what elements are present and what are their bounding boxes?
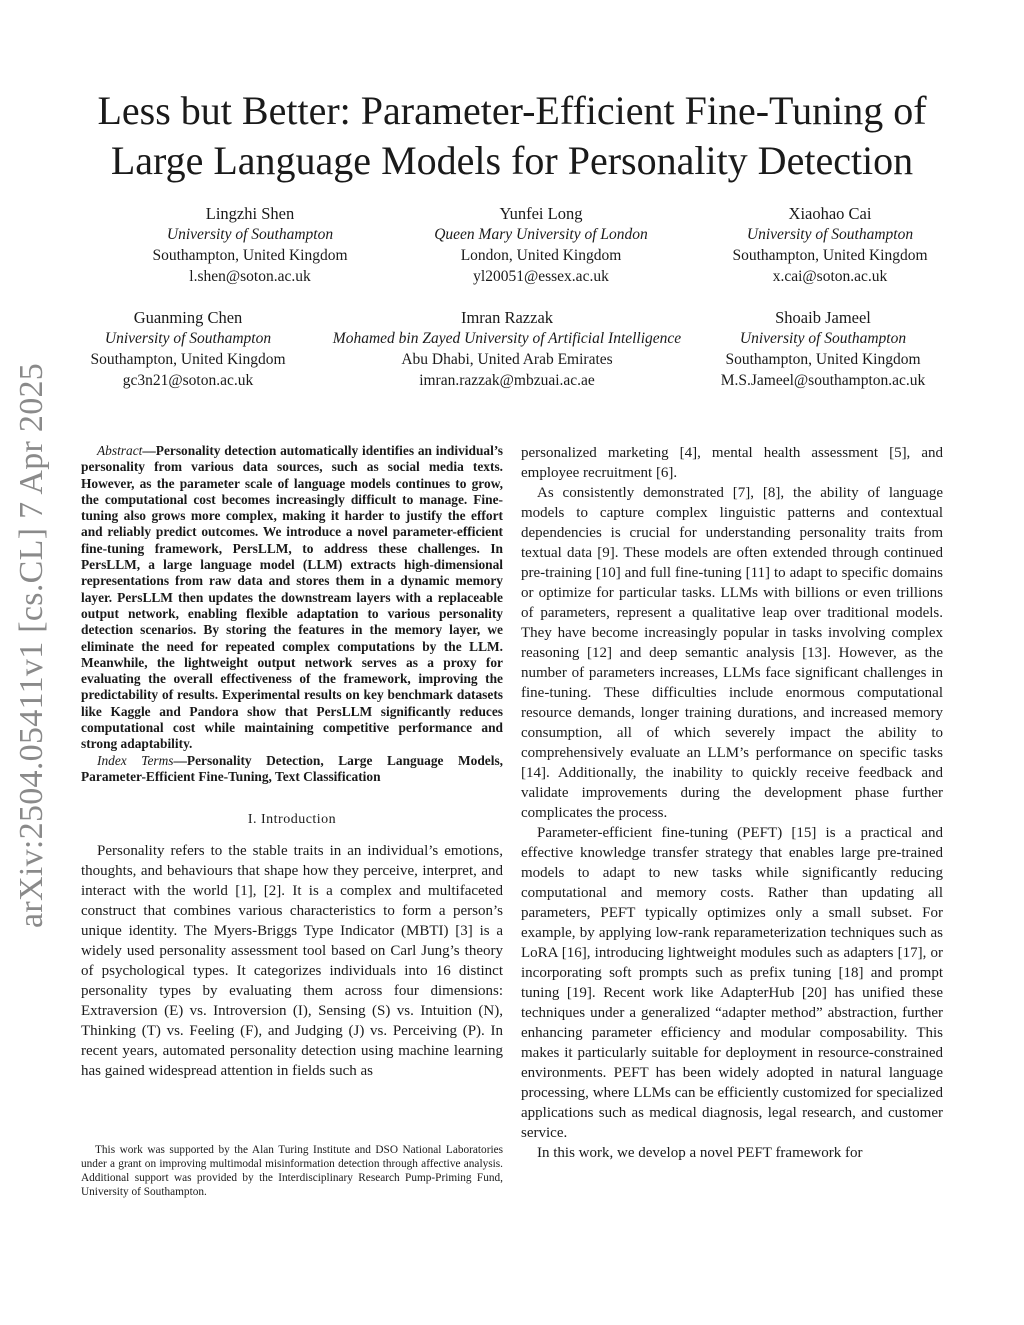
author-name: Guanming Chen bbox=[133, 308, 243, 327]
abstract bbox=[81, 443, 503, 753]
abstract-text: —Personality detection automatically identifies an individual’s personality from various data sources, such as social media texts. However, as the parameter scale of language models continues to grow, the computational cost becomes increasingly difficult to manage. Fine-tuning also grows more complex, making it harder to justify the effort and reliably predict outcomes. We introduce a novel parameter-efficient fine-tuning framework, PersLLM, to address these challenges. In PersLLM, a large language model (LLM) extracts high-dimensional representations from raw data and stores them in a dynamic memory layer. PersLLM then updates the downstream layers with a replaceable output network, enabling flexible adaptation to various personality detection scenarios. By storing the features in the memory layer, we eliminate the need for repeated complex computations by the LLM. Meanwhile, the lightweight output network serves as a proxy for evaluating the overall effectiveness of the framework, improving the predictability of results. Experimental results on key benchmark datasets like Kaggle and Pandora show that PersLLM significantly reduces computational cost while maintaining competitive performance and strong adaptability. bbox=[81, 443, 503, 752]
author-location: London, United Kingdom bbox=[460, 247, 622, 264]
author-email[interactable]: imran.razzak@mbzuai.ac.ae bbox=[419, 372, 595, 389]
author-name: Shoaib Jameel bbox=[775, 308, 871, 327]
author-name: Xiaohao Cai bbox=[788, 204, 872, 223]
author-location: Southampton, United Kingdom bbox=[90, 351, 286, 368]
left-column bbox=[81, 443, 503, 1081]
body-paragraph: As consistently demonstrated [7], [8], the ability of language models to capture complex linguistic patterns and contextual dependencies is crucial for understanding personality traits from textual data [9]. These models are often extended through continued pre-training [10] and full fine-tuning [11] to adapt to specific domains or optimize for particular tasks. LLMs with billions or even trillions of parameters, represent a qualitative leap over traditional models. They have become increasingly popular in tasks involving complex reasoning [12] and deep semantic analysis [13]. However, as the number of parameters increases, LLMs face significant challenges in fine-tuning. These difficulties include enormous computational resource demands, longer training durations, and increased memory consumption, all of which severely impact the ability to comprehensively evaluate an LLM’s performance on specific tasks [14]. Additionally, the inability to quickly receive feedback and validate improvements during the development phase further complicates the process. bbox=[521, 485, 943, 821]
author-affiliation: Queen Mary University of London bbox=[434, 226, 648, 243]
author-email[interactable]: x.cai@soton.ac.uk bbox=[772, 268, 888, 285]
author-block bbox=[391, 203, 691, 287]
body-paragraph: In this work, we develop a novel PEFT framework for bbox=[537, 1145, 863, 1161]
author-block bbox=[100, 203, 400, 287]
author-block bbox=[673, 307, 973, 391]
author-affiliation: University of Southampton bbox=[739, 330, 907, 347]
author-affiliation: University of Southampton bbox=[104, 330, 272, 347]
section-heading: I. Introduction bbox=[247, 812, 337, 828]
author-location: Southampton, United Kingdom bbox=[725, 351, 921, 368]
intro-paragraph: Personality refers to the stable traits in an individual’s emotions, thoughts, and behaviours that shape how they perceive, interpret, and interact with the world [1], [2]. It is a complex and multifaceted construct that combines various characteristics to form a person’s unique identity. The Myers-Briggs Type Indicator (MBTI) [3] is a widely used personality assessment tool based on Carl Jung’s theory of psychological types. It categorizes individuals into 16 distinct personality types by evaluating them across four dimensions: Extraversion (E) vs. Introversion (I), Sensing (S) vs. Intuition (N), Thinking (T) vs. Feeling (F), and Judging (J) vs. Perceiving (P). In recent years, automated personality detection using machine learning has gained widespread attention in fields such as bbox=[81, 843, 503, 1080]
author-email[interactable]: gc3n21@soton.ac.uk bbox=[122, 372, 254, 389]
index-terms-text: —Personality Detection, Large Language Models, Parameter-Efficient Fine-Tuning, Text Classification bbox=[81, 752, 503, 784]
footnote: This work was supported by the Alan Turing Institute and DSO National Laboratories under a grant on improving multimodal misinformation detection through affective analysis. Additional support was provided by the Interdisciplinary Research Pump-Priming Fund, University of Southampton. bbox=[81, 1144, 503, 1198]
right-column bbox=[521, 443, 943, 1163]
author-affiliation: University of Southampton bbox=[166, 226, 334, 243]
body-paragraph: Parameter-efficient fine-tuning (PEFT) [15] is a practical and effective knowledge transfer strategy that enables large pre-trained models to adapt to new tasks while significantly reducing computational and memory costs. Rather than updating all parameters, PEFT typically optimizes only a small subset. For example, by applying low-rank reparameterization techniques such as LoRA [16], introducing lightweight modules such as adapters [17], or incorporating soft prompts such as prefix tuning [18] and prompt tuning [19]. Recent work like AdapterHub [20] has unified these techniques under a generalized “adapter method” abstraction, further enhancing parameter efficiency and modular composability. This makes it particularly suitable for deployment in resource-constrained environments. PEFT has been widely adopted in natural language processing, where LLMs can be efficiently customized for specialized applications such as medical diagnosis, legal research, and customer service. bbox=[521, 825, 943, 1141]
author-location: Southampton, United Kingdom bbox=[732, 247, 928, 264]
author-email[interactable]: yl20051@essex.ac.uk bbox=[473, 268, 609, 285]
author-name: Yunfei Long bbox=[499, 204, 583, 223]
author-name: Imran Razzak bbox=[460, 308, 554, 327]
author-location: Southampton, United Kingdom bbox=[152, 247, 348, 264]
author-block bbox=[680, 203, 980, 287]
author-affiliation: University of Southampton bbox=[746, 226, 914, 243]
abstract-label: Abstract bbox=[97, 443, 143, 458]
author-location: Abu Dhabi, United Arab Emirates bbox=[401, 351, 613, 368]
author-email[interactable]: M.S.Jameel@southampton.ac.uk bbox=[720, 372, 926, 389]
author-block bbox=[38, 307, 338, 391]
author-block bbox=[300, 307, 714, 391]
author-email[interactable]: l.shen@soton.ac.uk bbox=[189, 268, 311, 285]
body-paragraph: personalized marketing [4], mental health assessment [5], and employee recruitment [6]. bbox=[521, 445, 943, 481]
author-affiliation: Mohamed bin Zayed University of Artificial Intelligence bbox=[332, 330, 682, 347]
index-terms bbox=[81, 753, 503, 786]
author-name: Lingzhi Shen bbox=[205, 204, 295, 223]
paper-title: Less but Better: Parameter-Efficient Fine-Tuning of Large Language Models for Personality Detection bbox=[97, 88, 927, 183]
index-terms-label: Index Terms bbox=[97, 752, 174, 768]
arxiv-identifier: arXiv:2504.05411v1 [cs.CL] 7 Apr 2025 bbox=[13, 362, 50, 928]
